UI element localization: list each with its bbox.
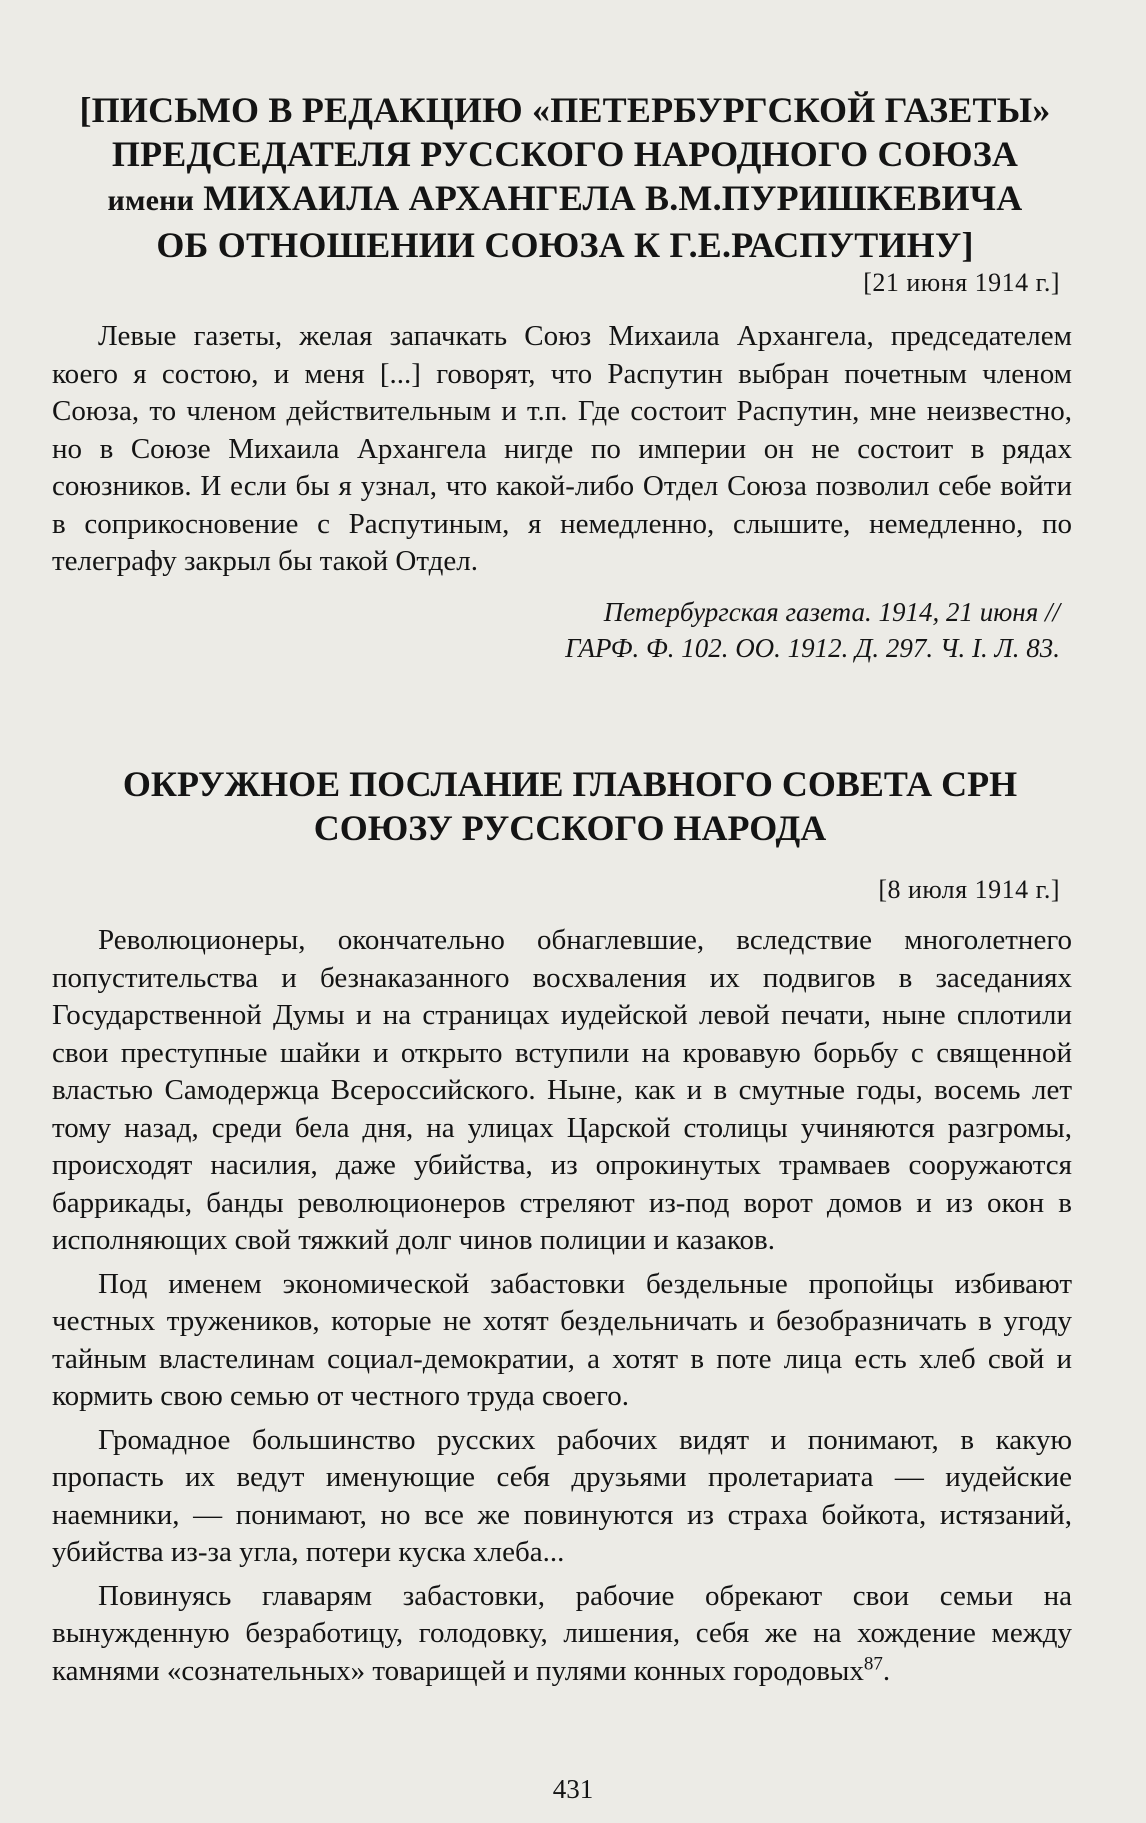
paragraph-end-period: . bbox=[882, 1654, 891, 1687]
letter-body bbox=[52, 318, 1072, 581]
epistle-paragraph-4-text: Повинуясь главарям забастовки, рабочие обрекают свои семьи на вынужденную безработицу, голодовку, лишения, себя же на хождение между камнями «сознательных» товарищей и пулями конных городовых bbox=[52, 1579, 1072, 1687]
epistle-paragraph-2: Под именем экономической забастовки бездельные пропойцы избивают честных тружеников, которые не хотят бездельничать и безобразничать в угоду тайным властелинам социал-демократии, а хотят в поте лица есть хлеб свой и кормить свою семью от честного труда своего. bbox=[52, 1267, 1072, 1412]
epistle-paragraph-1: Революционеры, окончательно обнаглевшие, вследствие многолетнего попустительства и безнаказанного восхваления их подвигов в заседаниях Государственной Думы и на страницах иудейской левой печати, ныне сплотили свои преступные шайки и открыто вступили на кровавую борьбу с священной властью Самодержца Всероссийского. Ныне, как и в смутные годы, восемь лет тому назад, среди бела дня, на улицах Царской столицы учиняются разгромы, происходят насилия, даже убийства, из опрокинутых трамваев сооружаются баррикады, банды революционеров стреляют из-под ворот домов и из окон в исполняющих свой тяжкий долг чинов полиции и казаков. bbox=[52, 924, 1072, 1256]
letter-paragraph: Левые газеты, желая запачкать Союз Михаила Архангела, председателем коего я состою, и меня [...] говорят, что Распутин выбран почетным членом Союза, то членом действительным и т.п. Где состоит Распутин, мне неизвестно, но в Союзе Михаила Архангела нигде по империи он не состоит в рядах союзников. И если бы я узнал, что какой-либо Отдел Союза позволил себе войти в соприкосновение с Распутиным, я немедленно, слышите, немедленно, по телеграфу закрыл бы такой Отдел. bbox=[52, 320, 1072, 577]
epistle-title-line-1: ОКРУЖНОЕ ПОСЛАНИЕ ГЛАВНОГО СОВЕТА СРН bbox=[122, 764, 1018, 804]
source-line-2: ГАРФ. Ф. 102. ОО. 1912. Д. 297. Ч. I. Л. 83. bbox=[565, 633, 1060, 663]
letter-title-line-3 bbox=[40, 176, 1090, 223]
source-line-1: Петербургская газета. 1914, 21 июня // bbox=[603, 597, 1060, 627]
letter-date: [21 июня 1914 г.] bbox=[863, 268, 1060, 297]
letter-title-line-2: ПРЕДСЕДАТЕЛЯ РУССКОГО НАРОДНОГО СОЮЗА bbox=[111, 134, 1019, 174]
epistle-date: [8 июля 1914 г.] bbox=[878, 875, 1060, 904]
epistle-title-line-2: СОЮЗУ РУССКОГО НАРОДА bbox=[313, 808, 827, 848]
letter-title bbox=[40, 88, 1090, 267]
epistle-paragraph-4 bbox=[52, 1578, 1072, 1691]
epistle-paragraph-3: Громадное большинство русских рабочих видят и понимают, в какую пропасть их ведут именующие себя друзьями пролетариата — иудейские наемники, — понимают, но все же повинуются из страха бойкота, истязаний, убийства из-за угла, потери куска хлеба... bbox=[52, 1423, 1072, 1568]
epistle-title bbox=[60, 762, 1080, 850]
letter-title-prefix: имени bbox=[107, 184, 195, 217]
letter-title-line-1: [ПИСЬМО В РЕДАКЦИЮ «ПЕТЕРБУРГСКОЙ ГАЗЕТЫ» bbox=[79, 90, 1051, 130]
letter-title-line-4: ОБ ОТНОШЕНИИ СОЮЗА К Г.Е.РАСПУТИНУ] bbox=[156, 225, 974, 265]
letter-source bbox=[565, 594, 1060, 666]
letter-title-name: МИХАИЛА АРХАНГЕЛА В.М.ПУРИШКЕВИЧА bbox=[203, 178, 1023, 218]
page-number: 431 bbox=[552, 1774, 594, 1804]
epistle-body bbox=[52, 922, 1072, 1690]
footnote-reference: 87 bbox=[863, 1652, 883, 1674]
